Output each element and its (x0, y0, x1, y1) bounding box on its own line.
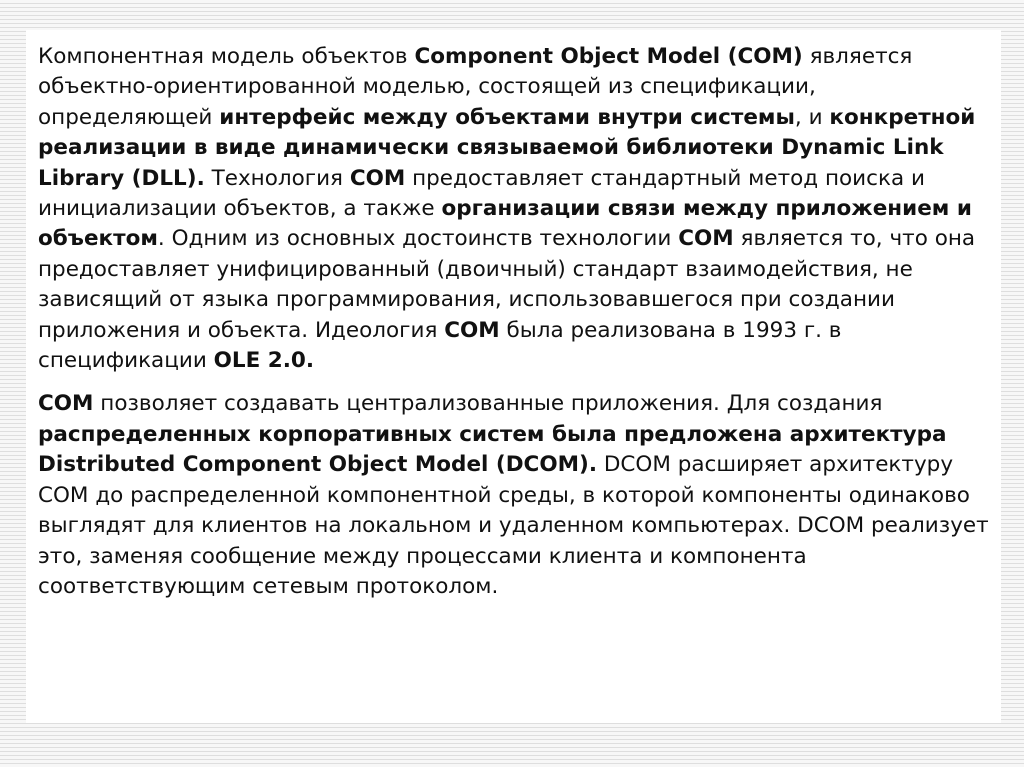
text-run: является объектно-ориентированной моделью, состоящей из спецификации, определяющей (38, 44, 913, 130)
text-run: , и (794, 104, 830, 130)
bold-text-run: COM (38, 391, 94, 417)
bold-text-run: организации связи между приложением и объектом (38, 196, 972, 252)
bold-text-run: интерфейс между объектами внутри системы (219, 104, 795, 130)
text-run: Технология (204, 165, 350, 191)
bold-text-run: конкретной реализации в виде динамически связываемой библиотеки Dynamic Link Library (DLL). (38, 104, 976, 191)
paragraph-com-overview (38, 42, 989, 376)
text-run: позволяет создавать централизованные приложения. Для создания (93, 391, 883, 417)
slide-content (26, 30, 1001, 723)
paragraph-dcom-overview (38, 389, 989, 602)
text-run: является то, что она предоставляет унифицированный (двоичный) стандарт взаимодействия, не зависящий от языка программирования, использовавшегося при создании приложения и объекта. Идеология (38, 226, 976, 343)
bold-text-run: распределенных корпоративных систем была предложена архитектура Distributed Component Object Model (DCOM). (38, 421, 947, 478)
bold-text-run: COM (444, 317, 500, 343)
text-run: Компонентная модель объектов (38, 44, 415, 69)
text-run: была реализована в 1993 г. в спецификации (38, 317, 842, 374)
text-run: DCOM расширяет архитектуру COM до распределенной компонентной среды, в которой компоненты одинаково выглядят для клиентов на локальном и удаленном компьютерах. DCOM реализует это, заменяя сообщение между процессами клиента и компонента соответствующим сетевым протоколом. (38, 452, 989, 599)
bold-text-run: COM (349, 165, 406, 191)
bold-text-run: OLE 2.0. (213, 348, 315, 374)
text-run: . Одним из основных достоинств технологии (157, 226, 679, 252)
text-run: предоставляет стандартный метод поиска и инициализации объектов, а также (38, 165, 925, 222)
bold-text-run: COM (678, 226, 734, 252)
bold-text-run: Component Object Model (COM) (414, 44, 803, 69)
